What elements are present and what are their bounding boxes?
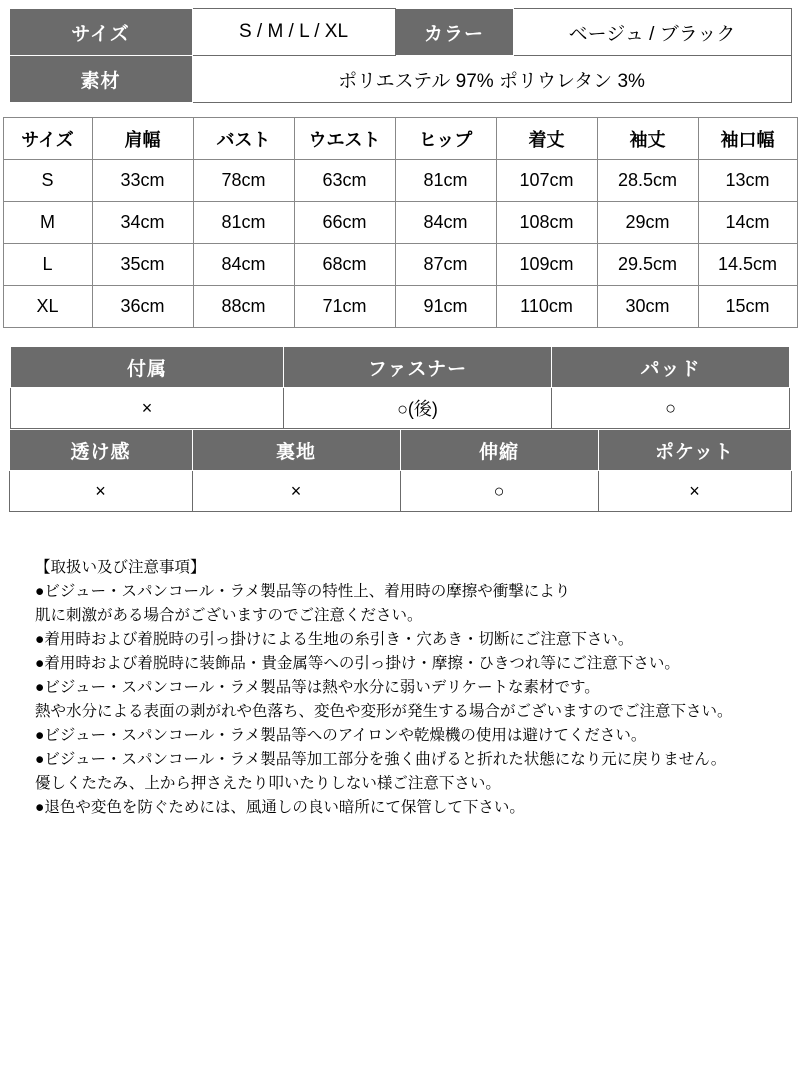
- table-row: [9, 9, 791, 56]
- size-chart-cell: 29cm: [597, 202, 698, 244]
- table-row: [11, 347, 790, 388]
- basic-spec-color-header: カラー: [395, 9, 513, 56]
- care-note-line: 優しくたたみ、上から押さえたり叩いたりしない様ご注意下さい。: [35, 775, 501, 793]
- basic-spec-table: [9, 8, 792, 103]
- size-chart-cell: 30cm: [597, 286, 698, 328]
- care-notes-title: 【取扱い及び注意事項】: [35, 559, 206, 576]
- size-chart-col-bust: バスト: [193, 118, 294, 160]
- attr-header-pad: パッド: [552, 347, 790, 388]
- care-note-line: ●ビジュー・スパンコール・ラメ製品等は熱や水分に弱いデリケートな素材です。: [35, 679, 600, 697]
- care-note-line: ●着用時および着脱時の引っ掛けによる生地の糸引き・穴あき・切断にご注意下さい。: [35, 631, 634, 649]
- table-row: [3, 160, 797, 202]
- care-note-line: ●ビジュー・スパンコール・ラメ製品等加工部分を強く曲げると折れた状態になり元に戻りません。: [35, 751, 727, 769]
- attr-value-zipper: ○(後): [284, 388, 552, 429]
- size-chart-col-shoulder: 肩幅: [92, 118, 193, 160]
- attributes-table-bottom: [9, 429, 792, 512]
- size-chart-cell: 29.5cm: [597, 244, 698, 286]
- attr-header-zipper: ファスナー: [284, 347, 552, 388]
- size-chart-cell: 15cm: [698, 286, 797, 328]
- size-chart-col-waist: ウエスト: [294, 118, 395, 160]
- care-note-line: ●退色や変色を防ぐためには、風通しの良い暗所にて保管して下さい。: [35, 799, 525, 817]
- care-note-line: ●ビジュー・スパンコール・ラメ製品等の特性上、着用時の摩擦や衝撃により: [35, 583, 571, 601]
- size-chart-col-cuff: 袖口幅: [698, 118, 797, 160]
- size-chart-cell: 63cm: [294, 160, 395, 202]
- size-chart-cell: 84cm: [395, 202, 496, 244]
- size-chart-cell: 110cm: [496, 286, 597, 328]
- attr-header-pocket: ポケット: [598, 430, 791, 471]
- size-chart-col-hip: ヒップ: [395, 118, 496, 160]
- size-chart-cell: 88cm: [193, 286, 294, 328]
- size-chart-cell: L: [3, 244, 92, 286]
- size-chart-header-row: [3, 118, 797, 160]
- attr-value-accessory: ×: [11, 388, 284, 429]
- basic-spec-size-header: サイズ: [9, 9, 192, 56]
- size-chart-cell: 35cm: [92, 244, 193, 286]
- table-row: [3, 286, 797, 328]
- size-chart-cell: 87cm: [395, 244, 496, 286]
- care-note-line: ●ビジュー・スパンコール・ラメ製品等へのアイロンや乾燥機の使用は避けてください。: [35, 727, 647, 745]
- attr-header-lining: 裏地: [192, 430, 400, 471]
- size-chart-col-size: サイズ: [3, 118, 92, 160]
- attr-value-sheerness: ×: [9, 471, 192, 512]
- size-chart-cell: 81cm: [395, 160, 496, 202]
- product-spec-page: [0, 8, 800, 1075]
- basic-spec-material-value: ポリエステル 97% ポリウレタン 3%: [192, 56, 791, 103]
- size-chart-col-length: 着丈: [496, 118, 597, 160]
- attr-value-stretch: ○: [400, 471, 598, 512]
- size-chart-cell: 71cm: [294, 286, 395, 328]
- basic-spec-size-value: S / M / L / XL: [192, 9, 395, 56]
- size-chart-cell: 33cm: [92, 160, 193, 202]
- size-chart-cell: 108cm: [496, 202, 597, 244]
- table-row: [11, 388, 790, 429]
- size-chart-cell: 13cm: [698, 160, 797, 202]
- size-chart-cell: 84cm: [193, 244, 294, 286]
- size-chart-cell: 68cm: [294, 244, 395, 286]
- table-row: [9, 471, 791, 512]
- table-row: [9, 430, 791, 471]
- size-chart-cell: 28.5cm: [597, 160, 698, 202]
- size-chart-cell: 14.5cm: [698, 244, 797, 286]
- size-chart-cell: 91cm: [395, 286, 496, 328]
- table-row: [9, 56, 791, 103]
- size-chart-cell: 34cm: [92, 202, 193, 244]
- attr-header-sheerness: 透け感: [9, 430, 192, 471]
- attributes-table-top: [10, 346, 790, 429]
- size-chart-cell: S: [3, 160, 92, 202]
- care-note-line: 熱や水分による表面の剥がれや色落ち、変色や変形が発生する場合がございますのでご注意下さい。: [35, 703, 733, 721]
- size-chart-col-sleeve: 袖丈: [597, 118, 698, 160]
- table-row: [3, 244, 797, 286]
- size-chart-cell: 36cm: [92, 286, 193, 328]
- size-chart-cell: 78cm: [193, 160, 294, 202]
- attr-header-stretch: 伸縮: [400, 430, 598, 471]
- table-row: [3, 202, 797, 244]
- care-note-line: 肌に刺激がある場合がございますのでご注意ください。: [35, 607, 423, 625]
- basic-spec-color-value: ベージュ / ブラック: [513, 9, 791, 56]
- attr-header-accessory: 付属: [11, 347, 284, 388]
- size-chart-cell: 66cm: [294, 202, 395, 244]
- attr-value-pad: ○: [552, 388, 790, 429]
- size-chart-cell: 107cm: [496, 160, 597, 202]
- basic-spec-material-header: 素材: [9, 56, 192, 103]
- care-note-line: ●着用時および着脱時に装飾品・貴金属等への引っ掛け・摩擦・ひきつれ等にご注意下さい。: [35, 655, 680, 673]
- size-chart-table: [3, 117, 798, 328]
- size-chart-cell: M: [3, 202, 92, 244]
- care-notes: [15, 556, 785, 820]
- attr-value-lining: ×: [192, 471, 400, 512]
- size-chart-cell: 109cm: [496, 244, 597, 286]
- attr-value-pocket: ×: [598, 471, 791, 512]
- size-chart-cell: 81cm: [193, 202, 294, 244]
- size-chart-cell: XL: [3, 286, 92, 328]
- size-chart-cell: 14cm: [698, 202, 797, 244]
